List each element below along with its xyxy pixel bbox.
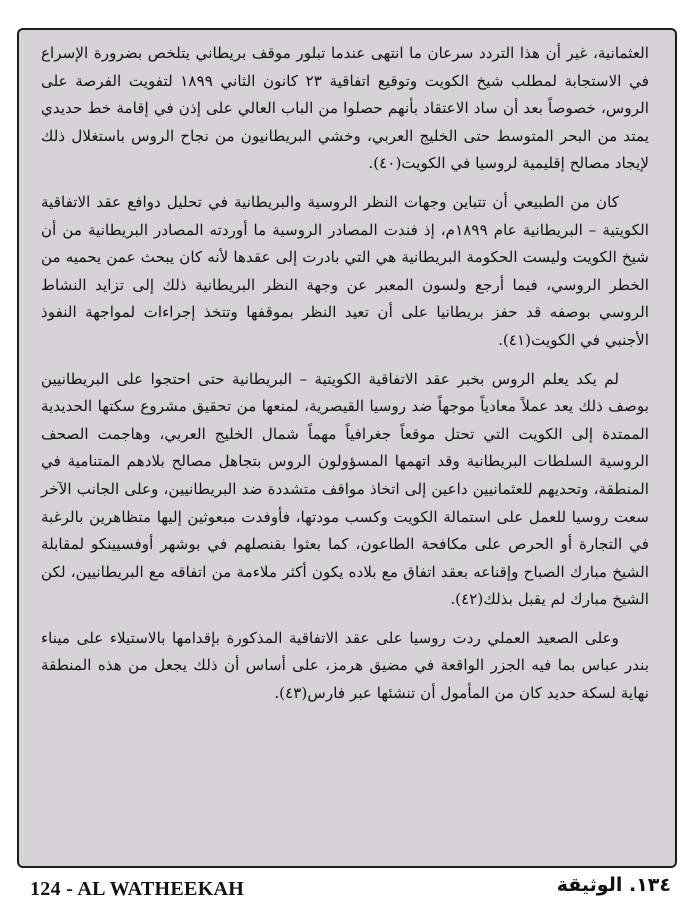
footer-page-number-english: 124 - AL WATHEEKAH <box>30 878 245 900</box>
paragraph-1: العثمانية، غير أن هذا التردد سرعان ما انتهى عندما تبلور موقف بريطاني يتلخص بضرورة الإسراع في الاستجابة لمطلب شيخ الكويت وتوقيع اتفاقية ٢٣ كانون الثاني ١٨٩٩ لتفويت الفرصة على الروس، خصوصاً بعد أن ساد الاعتقاد بأنهم حصلوا من الباب العالي على إذن في إقامة خط حديدي يمتد من البحر المتوسط حتى الخليج العربي، وخشي البريطانيون من نجاح الروس باستغلال ذلك لإيجاد مصالح إقليمية لروسيا في الكويت(٤٠). <box>41 44 650 173</box>
footer-page-number-arabic: ١٣٤. الوثيقة <box>556 874 671 896</box>
paragraph-2: كان من الطبيعي أن تتباين وجهات النظر الروسية والبريطانية في تحليل دوافع عقد الاتفاقية الكويتية – البريطانية عام ١٨٩٩م، إذ فندت المصادر الروسية ما أوردته المصادر البريطانية من أن شيخ الكويت وليست الحكومة البريطانية هي التي بادرت إلى عقدها لأنه كان يبحث عمن يحميه من الخطر الروسي، فيما أرجع ولسون المعبر عن وجهة النظر البريطانية ذلك إلى تزايد النشاط الروسي بوصفه قد حفز بريطانيا على أن تعيد النظر بموقفها وتتخذ إجراءات لمواجهة النفوذ الأجنبي في الكويت(٤١). <box>41 192 649 349</box>
paragraph-3: لم يكد يعلم الروس بخبر عقد الاتفاقية الكويتية – البريطانية حتى احتجوا على البريطانيين بوصف ذلك يعد عملاً معادياً موجهاً ضد روسيا القيصرية، لمنعها من تحقيق مشروع سكتها الحديدية الممتدة إلى الكويت التي تحتل موقعاً جغرافياً مهماً شمال الخليج العربي، وهاجمت الصحف الروسية السلطات البريطانية وقد اتهمها المسؤولون الروس بتجاهل مصالح بلادهم المتنامية في المنطقة، وتحديهم للعثمانيين داعين إلى اتخاذ مواقف متشددة ضد البريطانيين، وعلى الجانب الآخر سعت روسيا للعمل على استمالة الكويت وكسب مودتها، فأوفدت مبعوثين إليها متظاهرين بالرغبة في التجارة أو الحرص على مكافحة الطاعون، كما بعثوا بقنصلهم في بوشهر أوفسيينكو لمقابلة الشيخ مبارك الصباح وإقناعه بعقد اتفاق مع بلاده يكون أكثر ملاءمة من اتفاقه مع البريطانيين، لكن الشيخ مبارك لم يقبل بذلك(٤٢). <box>41 369 649 609</box>
paragraph-4: وعلى الصعيد العملي ردت روسيا على عقد الاتفاقية المذكورة بإقدامها بالاستيلاء على ميناء بندر عباس بما فيه الجزر الواقعة في مضيق هرمز، على أساس أن ذلك يجعل من هذه المنطقة نهاية لسكة حديد كان من المأمول أن تنشئها عبر فارس(٤٣). <box>41 628 649 703</box>
text-panel <box>17 28 677 868</box>
page-footer <box>0 872 693 908</box>
